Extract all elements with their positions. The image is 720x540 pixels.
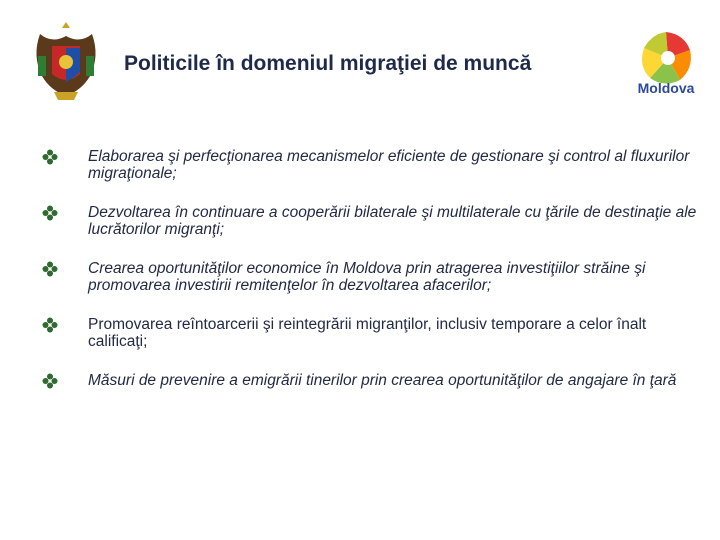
diamond-bullet-icon [42,317,58,333]
list-item [42,148,702,182]
diamond-bullet-icon [42,261,58,277]
list-item [42,204,702,238]
diamond-bullet-icon [42,373,58,389]
list-item [42,316,702,350]
diamond-bullet-icon [42,205,58,221]
list-item-text: Promovarea reîntoarcerii şi reintegrării migranţilor, inclusiv temporare a celor înalt calificaţi; [88,316,647,350]
logo-text: Moldova [637,80,695,96]
page-title: Politicile în domeniul migraţiei de muncă [124,52,532,75]
list-item [42,372,702,389]
list-item-text: Dezvoltarea în continuare a cooperării bilaterale şi multilaterale cu ţările de destinaţie ale lucrătorilor migranţi; [88,204,697,238]
list-item-text: Elaborarea şi perfecţionarea mecanismelor eficiente de gestionare şi control al fluxurilor migraţionale; [88,148,690,182]
list-item-text: Crearea oportunităţilor economice în Moldova prin atragerea investiţiilor străine şi promovarea investirii remitenţelor în dezvoltarea afacerilor; [88,260,646,294]
coat-of-arms-icon [30,16,102,102]
list-item [42,260,702,294]
diamond-bullet-icon [42,149,58,165]
list-item-text: Măsuri de prevenire a emigrării tinerilor prin crearea oportunităţilor de angajare în ţară [88,372,677,389]
bullet-list [42,148,702,411]
